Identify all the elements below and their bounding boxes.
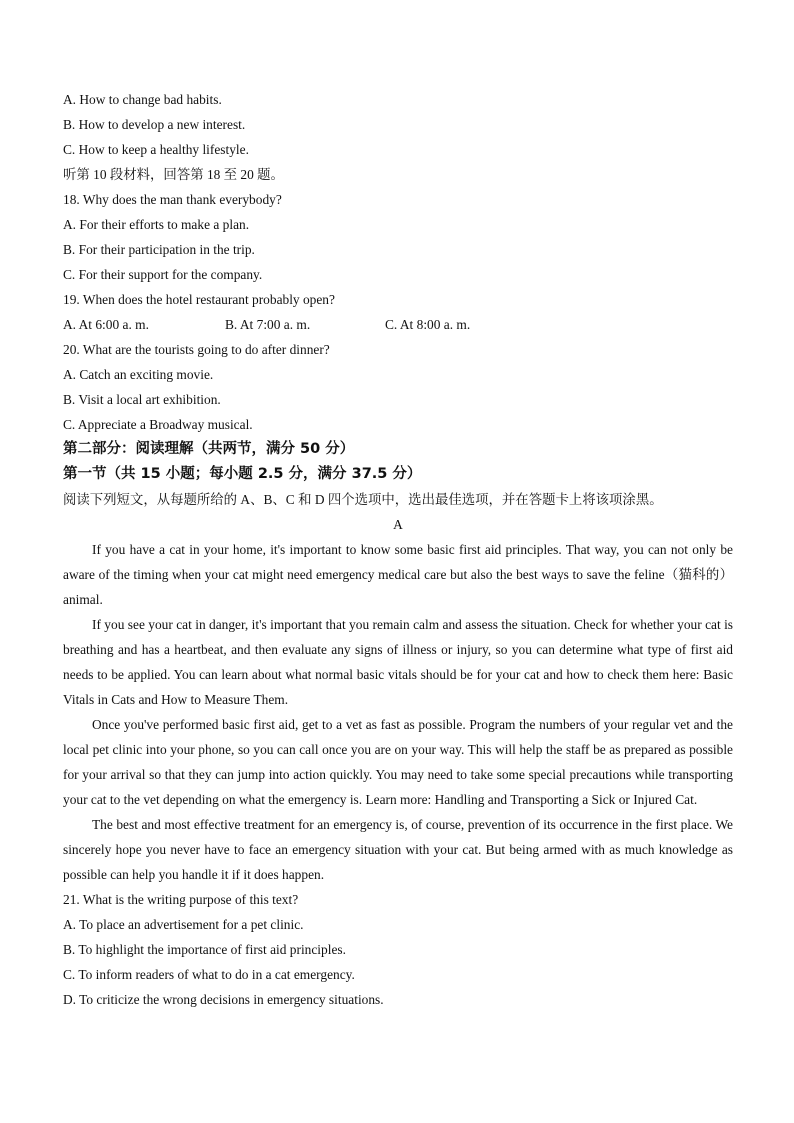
passage-a-paragraph-3: Once you've performed basic first aid, get to a vet as fast as possible. Program the numbers of your regular vet and the local pet clinic into your phone, so you can call once you are on your way. This will help the staff be as prepared as possible for your arrival so that they can jump into action quickly. You may need to take some special precautions while transporting your cat to the vet depending on what the emergency is. Learn more: Handling and Transporting a Sick or Injured Cat. [63, 717, 733, 807]
q20-question: 20. What are the tourists going to do after dinner? [63, 342, 330, 357]
q19-option-c: C. At 8:00 a. m. [385, 317, 471, 332]
q18-option-b: B. For their participation in the trip. [63, 242, 255, 257]
passage-a-label: A [393, 517, 403, 532]
q18-question: 18. Why does the man thank everybody? [63, 192, 282, 207]
q17-option-c: C. How to keep a healthy lifestyle. [63, 142, 249, 157]
q18-option-c: C. For their support for the company. [63, 267, 263, 282]
section2-part1-title: 第一节（共 15 小题；每小题 2.5 分，满分 37.5 分） [63, 466, 422, 482]
q20-option-a: A. Catch an exciting movie. [63, 367, 214, 382]
passage-a-paragraph-1: If you have a cat in your home, it's important to know some basic first aid principles. That way, you can not only be aware of the timing when your cat might need emergency medical care but also the best ways to save the feline（猫科的）animal. [63, 542, 733, 607]
q19-question: 19. When does the hotel restaurant probably open? [63, 292, 335, 307]
reading-instruction: 阅读下列短文，从每题所给的 A、B、C 和 D 四个选项中，选出最佳选项，并在答题卡上将该项涂黑。 [63, 492, 663, 507]
page-content [63, 87, 733, 1012]
q21-option-b: B. To highlight the importance of first aid principles. [63, 942, 346, 957]
q19-option-b: B. At 7:00 a. m. [225, 317, 311, 332]
q19-option-a: A. At 6:00 a. m. [63, 317, 149, 332]
q21-option-d: D. To criticize the wrong decisions in emergency situations. [63, 992, 384, 1007]
section2-title: 第二部分：阅读理解（共两节，满分 50 分） [63, 441, 355, 457]
q19-options [63, 312, 733, 337]
passage-a-paragraph-2: If you see your cat in danger, it's important that you remain calm and assess the situation. Check for whether your cat is breathing and has a heartbeat, and then evaluate any signs of illness or injury, so you can determine what type of first aid needs to be applied. You can learn about what normal basic vitals should be for your cat and how to check them here: Basic Vitals in Cats and How to Measure Them. [63, 617, 733, 707]
q17-option-a: A. How to change bad habits. [63, 92, 222, 107]
listening-instruction: 听第 10 段材料，回答第 18 至 20 题。 [63, 167, 284, 182]
q17-option-b: B. How to develop a new interest. [63, 117, 246, 132]
q20-option-c: C. Appreciate a Broadway musical. [63, 417, 253, 432]
passage-a-paragraph-4: The best and most effective treatment for an emergency is, of course, prevention of its occurrence in the first place. We sincerely hope you never have to face an emergency situation with your cat. But being armed with as much knowledge as possible can help you handle it if it does happen. [63, 817, 733, 882]
q21-option-c: C. To inform readers of what to do in a cat emergency. [63, 967, 355, 982]
q21-question: 21. What is the writing purpose of this text? [63, 892, 299, 907]
q18-option-a: A. For their efforts to make a plan. [63, 217, 250, 232]
q21-option-a: A. To place an advertisement for a pet clinic. [63, 917, 304, 932]
q20-option-b: B. Visit a local art exhibition. [63, 392, 221, 407]
